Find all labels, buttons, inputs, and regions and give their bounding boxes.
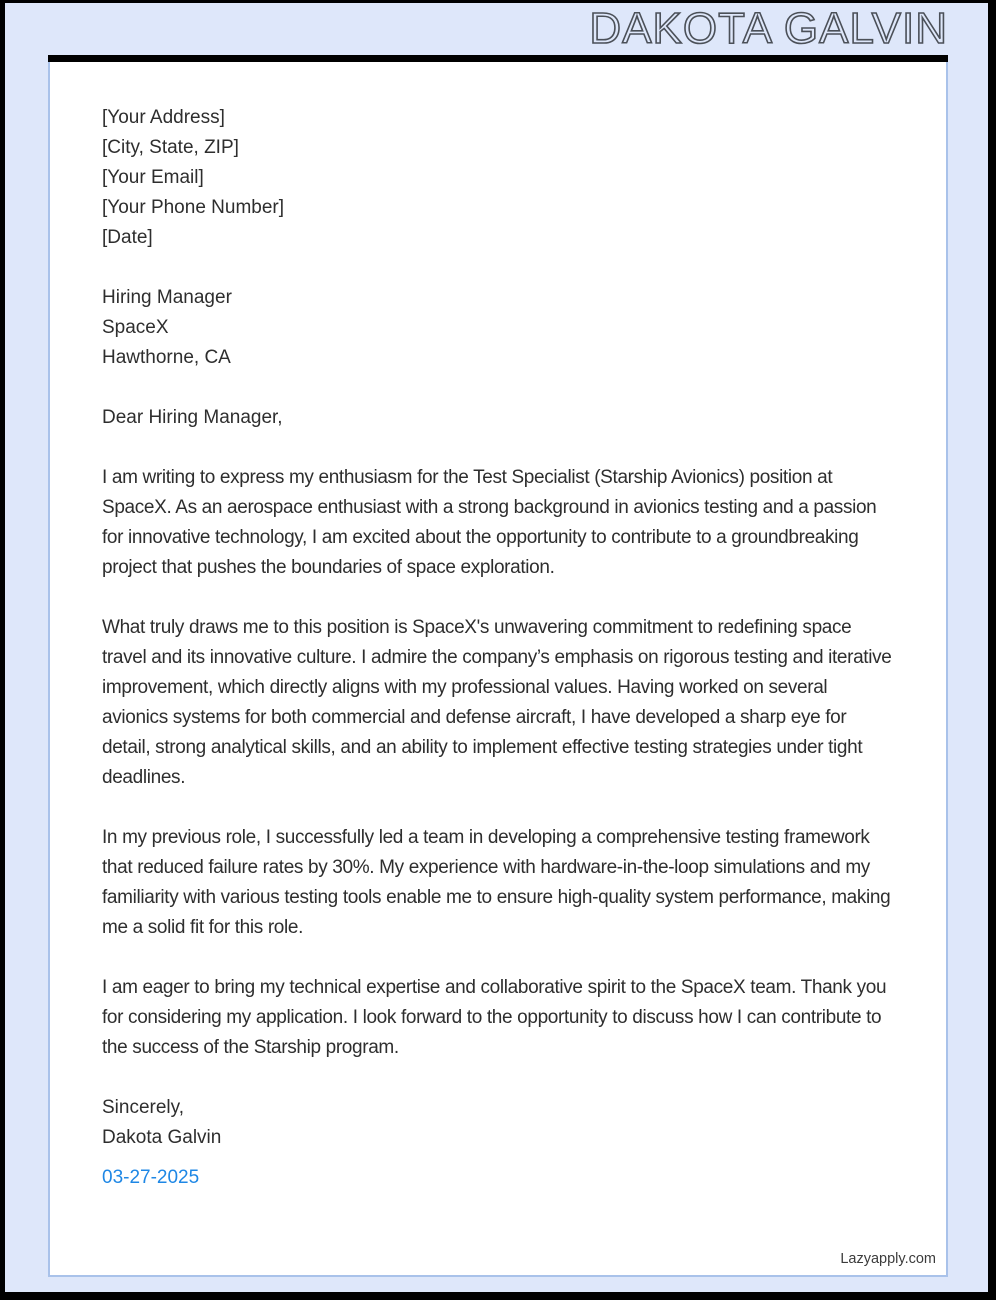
- frame-edge-left: [0, 0, 5, 1300]
- salutation: Dear Hiring Manager,: [102, 407, 283, 428]
- header-name: DAKOTA GALVIN: [589, 4, 948, 53]
- recipient-company-line: SpaceX: [102, 317, 169, 338]
- sender-city-line: [City, State, ZIP]: [102, 137, 239, 158]
- header-rule: [48, 55, 948, 62]
- sender-date-line: [Date]: [102, 227, 153, 248]
- signoff-line: Sincerely,: [102, 1097, 185, 1118]
- frame-edge-right: [988, 0, 996, 1300]
- sender-address-line: [Your Address]: [102, 107, 225, 128]
- recipient-title-line: Hiring Manager: [102, 287, 232, 308]
- frame-edge-top: [0, 0, 996, 3]
- sender-email-line: [Your Email]: [102, 167, 204, 188]
- paragraph-motivation: What truly draws me to this position is SpaceX's unwavering commitment to redefining space travel and its innovative culture. I admire the company’s emphasis on rigorous testing and iterative improvement, which directly aligns with my professional values. Having worked on several avionics systems for both commercial and defense aircraft, I have developed a sharp eye for detail, strong analytical skills, and an ability to implement effective testing strategies under tight deadlines.: [102, 617, 892, 788]
- letter-document: [48, 55, 948, 1277]
- letter-body: [48, 62, 948, 1277]
- sender-phone-line: [Your Phone Number]: [102, 197, 285, 218]
- frame-edge-bottom: [0, 1292, 996, 1300]
- recipient-location-line: Hawthorne, CA: [102, 347, 231, 368]
- signature-name: Dakota Galvin: [102, 1127, 222, 1148]
- paragraph-intro: I am writing to express my enthusiasm for the Test Specialist (Starship Avionics) position at SpaceX. As an aerospace enthusiast with a strong background in avionics testing and a passion for innovative technology, I am excited about the opportunity to contribute to a groundbreaking project that pushes the boundaries of space exploration.: [102, 467, 877, 578]
- sender-block: [102, 103, 894, 253]
- watermark-lazyapply: Lazyapply.com: [840, 1251, 936, 1267]
- signature-block: [102, 1093, 894, 1153]
- recipient-block: [102, 283, 894, 373]
- letter-date: 03-27-2025: [102, 1167, 200, 1188]
- paragraph-closing: I am eager to bring my technical expertise and collaborative spirit to the SpaceX team. Thank you for considering my application. I look forward to the opportunity to discuss how I can contribute to the success of the Starship program.: [102, 977, 887, 1058]
- paragraph-experience: In my previous role, I successfully led a team in developing a comprehensive testing framework that reduced failure rates by 30%. My experience with hardware-in-the-loop simulations and my familiarity with various testing tools enable me to ensure high-quality system performance, making me a solid fit for this role.: [102, 827, 891, 938]
